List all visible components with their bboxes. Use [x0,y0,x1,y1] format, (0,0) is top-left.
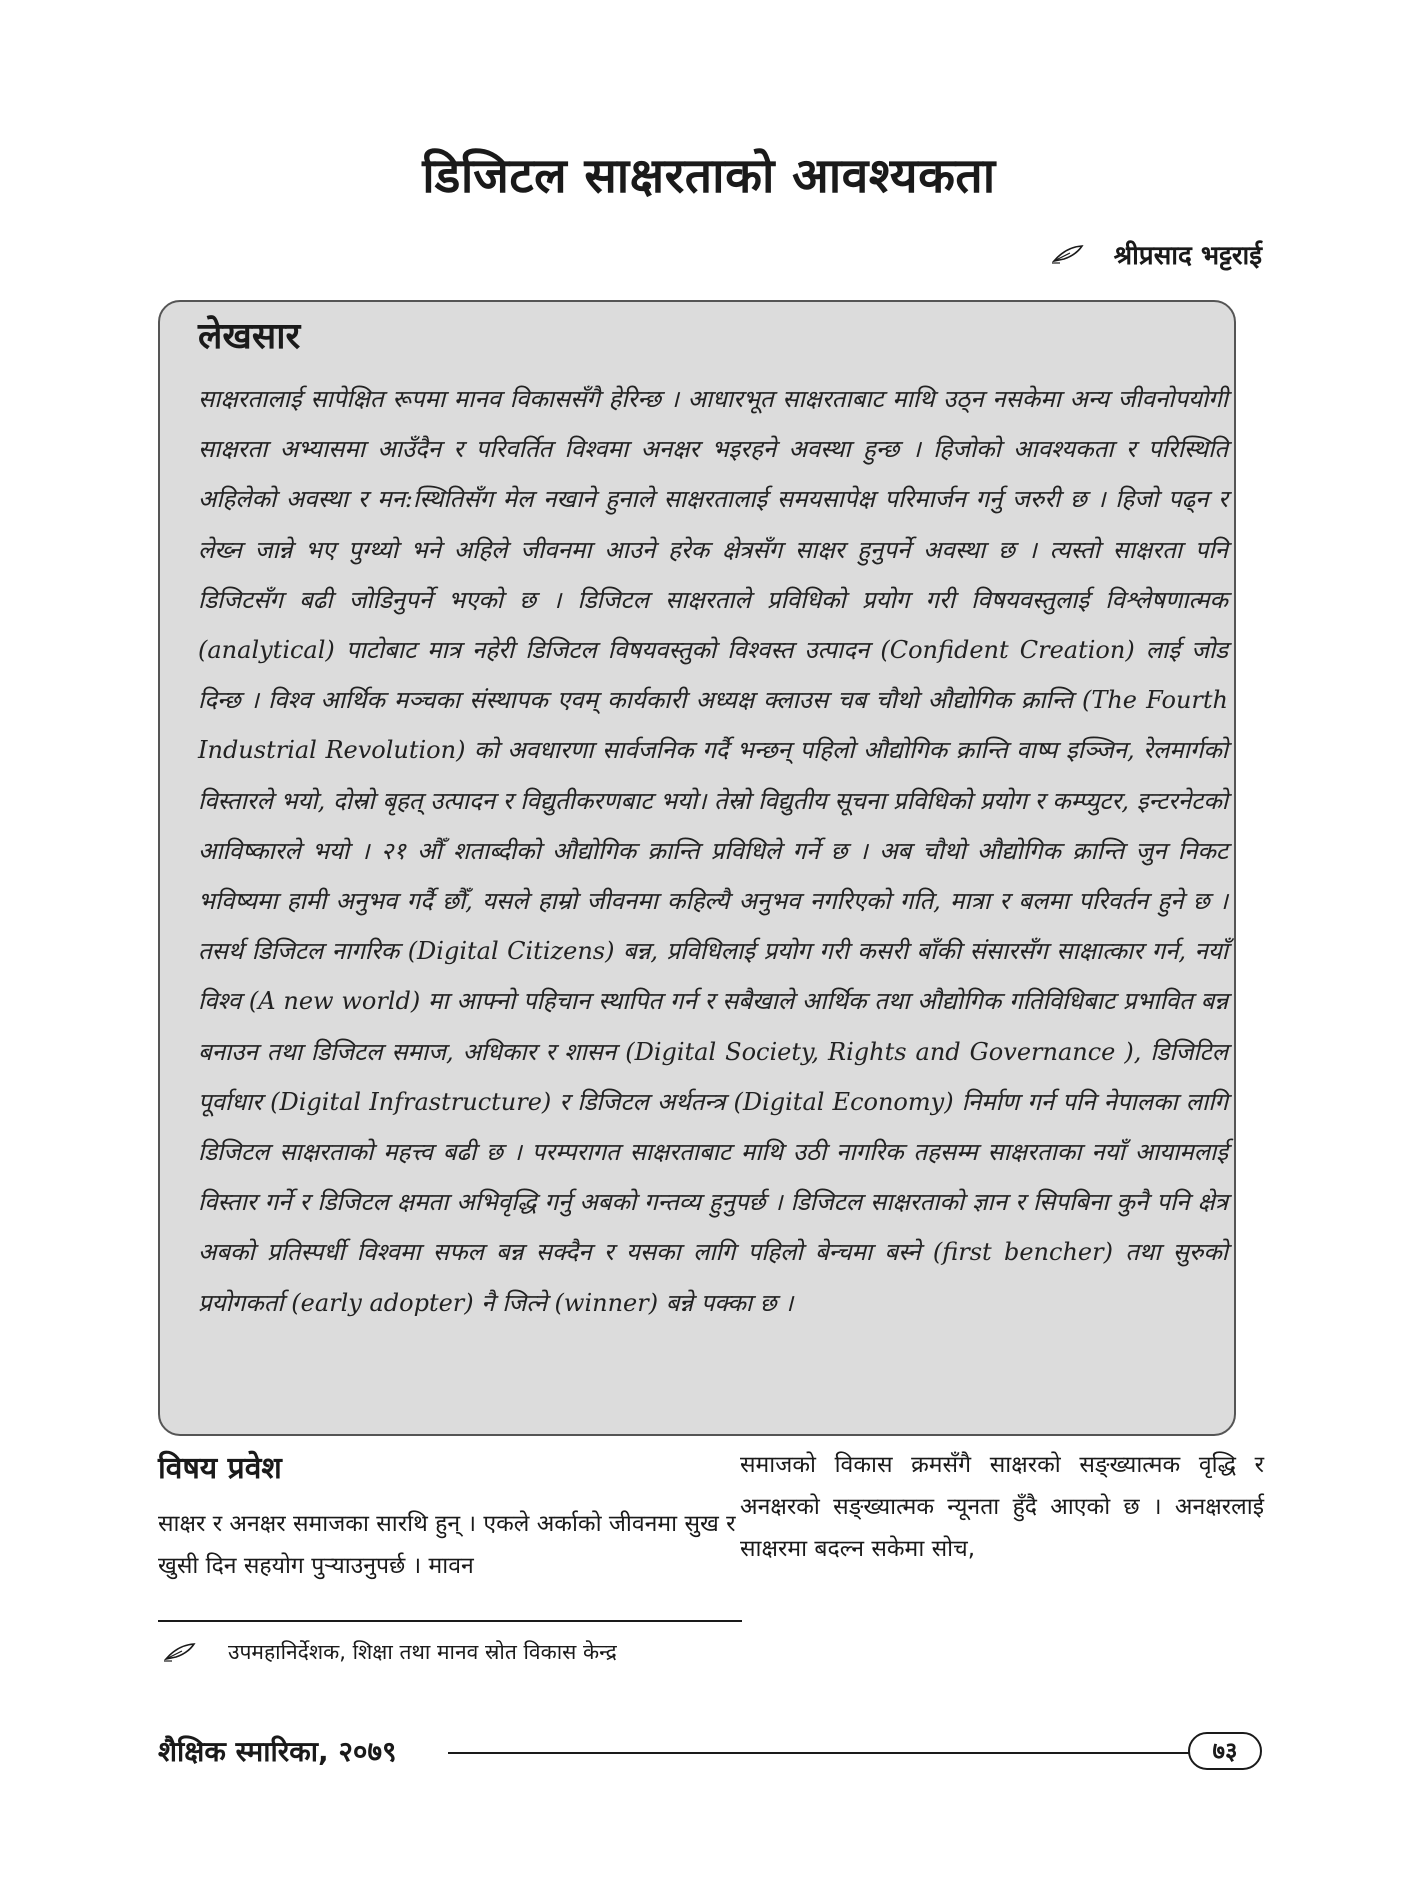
publication-name: शैक्षिक स्मारिका, २०७९ [158,1735,397,1768]
intro-right-text: समाजको विकास क्रमसँगै साक्षरको सङ्ख्यात्मक वृद्धि र अनक्षरको सङ्ख्यात्मक न्यूनता हुँदै आएको छ । अनक्षरलाई साक्षरमा बदल्न सकेमा सोच, [740,1452,1264,1562]
left-column [158,1446,742,1587]
article-title: डिजिटल साक्षरताको आवश्यकता [422,148,996,204]
footnote [164,1638,617,1666]
right-column [740,1444,1264,1570]
footnote-divider [158,1620,742,1622]
quill-icon [164,1641,198,1663]
quill-icon [1052,243,1086,265]
intro-left-text: साक्षर र अनक्षर समाजका सारथि हुन् । एकले अर्काको जीवनमा सुख र खुसी दिन सहयोग पुऱ्याउनुपर्छ । मावन [158,1511,736,1579]
section-heading: विषय प्रवेश [158,1451,282,1486]
footnote-text: उपमहानिर्देशक, शिक्षा तथा मानव स्रोत विकास केन्द्र [228,1640,617,1664]
footer-divider [448,1752,1190,1754]
abstract-text: साक्षरतालाई सापेक्षित रूपमा मानव विकाससँगै हेरिन्छ । आधारभूत साक्षरताबाट माथि उठ्न नसकेमा अन्य जीवनोपयोगी साक्षरता अभ्यासमा आउँदैन र परिवर्तित विश्वमा अनक्षर भइरहने अवस्था हुन्छ । हिजोको आवश्यकता र परिस्थिति अहिलेको अवस्था र मन:स्थितिसँग मेल नखाने हुनाले साक्षरतालाई समयसापेक्ष परिमार्जन गर्नु जरुरी छ । हिजो पढ्न र लेख्न जान्ने भए पुग्थ्यो भने अहिले जीवनमा आउने हरेक क्षेत्रसँग साक्षर हुनुपर्ने अवस्था छ । त्यस्तो साक्षरता पनि डिजिटसँग बढी जोडिनुपर्ने भएको छ । डिजिटल साक्षरताले प्रविधिको प्रयोग गरी विषयवस्तुलाई विश्लेषणात्मक (analytical) पाटोबाट मात्र नहेरी डिजिटल विषयवस्तुको विश्वस्त उत्पादन (Confident Creation) लाई जोड दिन्छ । विश्व आर्थिक मञ्चका संस्थापक एवम् कार्यकारी अध्यक्ष क्लाउस चब चौथो औद्योगिक क्रान्ति (The Fourth Industrial Revolution) को अवधारणा सार्वजनिक गर्दै भन्छन् पहिलो औद्योगिक क्रान्ति वाष्प इञ्जिन, रेलमार्गको विस्तारले भयो, दोस्रो बृहत् उत्पादन र विद्युतीकरणबाट भयो। तेस्रो विद्युतीय सूचना प्रविधिको प्रयोग र कम्प्युटर, इन्टरनेटको आविष्कारले भयो । २१ औँ शताब्दीको औद्योगिक क्रान्ति प्रविधिले गर्ने छ । अब चौथो औद्योगिक क्रान्ति जुन निकट भविष्यमा हामी अनुभव गर्दै छौँ, यसले हाम्रो जीवनमा कहिल्यै अनुभव नगरिएको गति, मात्रा र बलमा परिवर्तन हुने छ । तसर्थ डिजिटल नागरिक (Digital Citizens) बन्न, प्रविधिलाई प्रयोग गरी कसरी बाँकी संसारसँग साक्षात्कार गर्न, नयाँ विश्व (A new world) मा आफ्नो पहिचान स्थापित गर्न र सबैखाले आर्थिक तथा औद्योगिक गतिविधिबाट प्रभावित बन्न बनाउन तथा डिजिटल समाज, अधिकार र शासन (Digital Society, Rights and Governance ), डिजिटिल पूर्वाधार (Digital Infrastructure) र डिजिटल अर्थतन्त्र (Digital Economy) निर्माण गर्न पनि नेपालका लागि डिजिटल साक्षरताको महत्त्व बढी छ । परम्परागत साक्षरताबाट माथि उठी नागरिक तहसम्म साक्षरताका नयाँ आयामलाई विस्तार गर्ने र डिजिटल क्षमता अभिवृद्धि गर्नु अबको गन्तव्य हुनुपर्छ । डिजिटल साक्षरताको ज्ञान र सिपबिना कुनै पनि क्षेत्र अबको प्रतिस्पर्धी विश्वमा सफल बन्न सक्दैन र यसका लागि पहिलो बेन्चमा बस्ने (first bencher) तथा सुरुको प्रयोगकर्ता (early adopter) नै जित्ने (winner) बन्ने पक्का छ । [198,385,1228,1317]
author-name: श्रीप्रसाद भट्टराई [1113,241,1262,271]
abstract-heading: लेखसार [198,316,301,357]
page-number: ७३ [1188,1732,1262,1770]
author-byline [1052,236,1262,272]
abstract-box [158,300,1236,1436]
